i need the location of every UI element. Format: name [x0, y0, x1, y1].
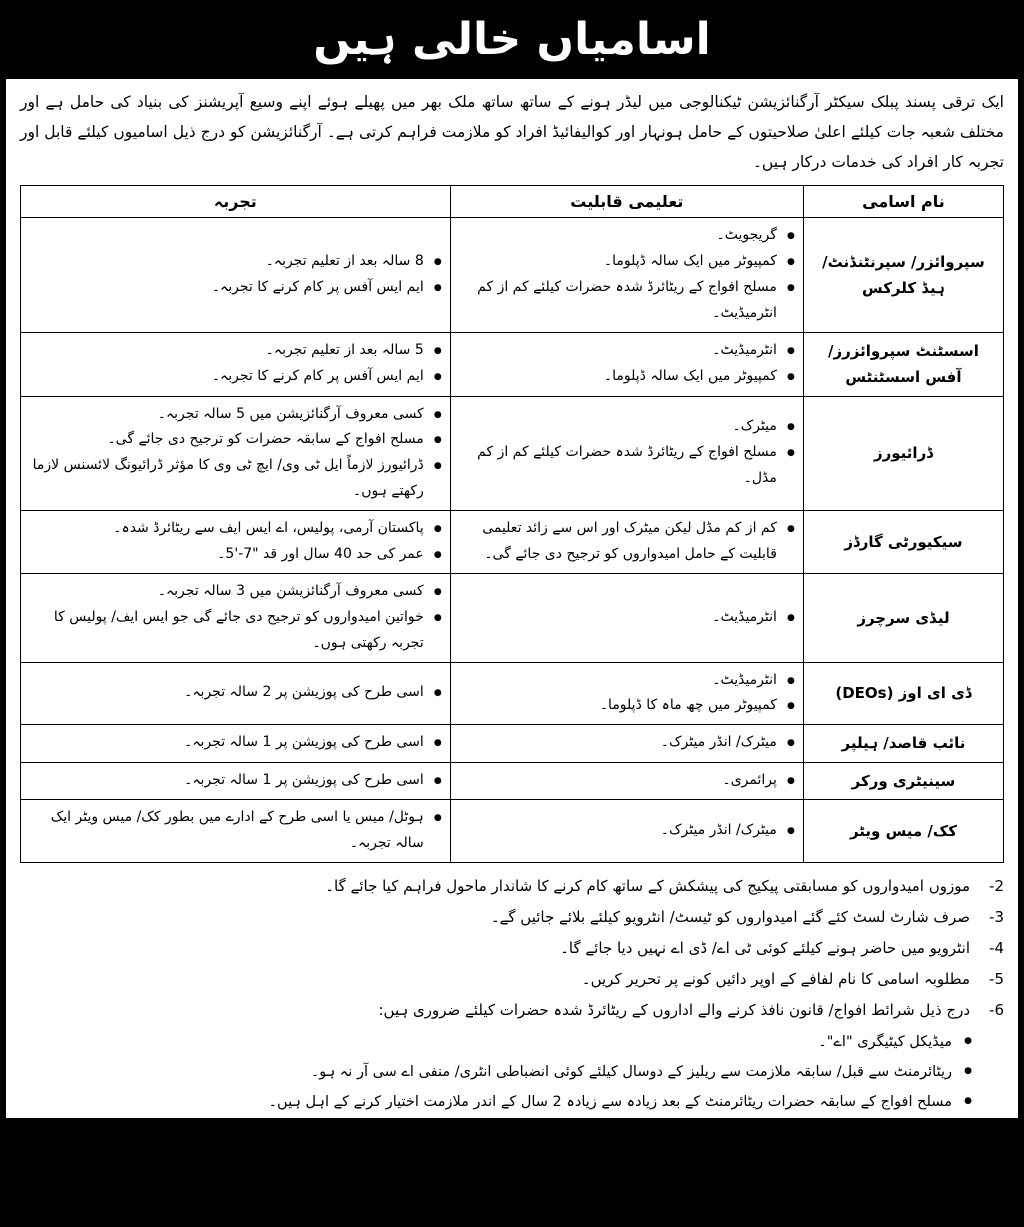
qualification-item: ● انٹرمیڈیٹ۔	[459, 605, 795, 631]
post-experience	[21, 511, 451, 574]
experience-item: ● کسی معروف آرگنائزیشن میں 5 سالہ تجربہ۔	[29, 402, 442, 428]
note-number: 4-	[989, 938, 1004, 957]
jobs-table	[20, 185, 1004, 862]
advertisement-sheet	[6, 6, 1018, 1221]
note-item	[20, 871, 1004, 901]
table-row	[21, 573, 1004, 662]
post-qualification	[450, 725, 803, 762]
experience-item: ● خواتین امیدواروں کو ترجیح دی جائے گی جو ایس ایف/ پولیس کا تجربہ رکھتی ہوں۔	[29, 605, 442, 657]
note-7	[20, 1120, 1004, 1180]
header-post: نام اسامی	[803, 186, 1003, 218]
post-qualification	[450, 762, 803, 799]
post-qualification	[450, 396, 803, 511]
qualification-item: ● انٹرمیڈیٹ۔	[459, 668, 795, 694]
experience-item: ● ڈرائیورز لازماً ایل ٹی وی/ ایچ ٹی وی کا مؤثر ڈرائیونگ لائسنس لازما رکھتے ہوں۔	[29, 453, 442, 505]
table-row	[21, 396, 1004, 511]
post-experience	[21, 396, 451, 511]
table-row	[21, 218, 1004, 333]
post-title: ڈی ای اوز (DEOs)	[803, 662, 1003, 725]
post-experience	[21, 762, 451, 799]
post-experience	[21, 799, 451, 862]
header-experience: تجربہ	[21, 186, 451, 218]
post-title: سینیٹری ورکر	[803, 762, 1003, 799]
table-row	[21, 333, 1004, 397]
header-qualification: تعلیمی قابلیت	[450, 186, 803, 218]
qualification-item: ● پرائمری۔	[459, 768, 795, 794]
note-number: 5-	[989, 969, 1004, 988]
experience-item: ● اسی طرح کی پوزیشن پر 1 سالہ تجربہ۔	[29, 768, 442, 794]
qualification-item: ● مسلح افواج کے ریٹائرڈ شدہ حضرات کیلئے کم از کم انٹرمیڈیٹ۔	[459, 275, 795, 327]
note-number: 3-	[989, 907, 1004, 926]
jobs-table-wrapper	[6, 181, 1018, 862]
qualification-item: ● کمپیوٹر میں چھ ماہ کا ڈپلوما۔	[459, 693, 795, 719]
post-experience	[21, 725, 451, 762]
qualification-item: ● کم از کم مڈل لیکن میٹرک اور اس سے زائد تعلیمی قابلیت کے حامل امیدواروں کو ترجیح دی جائے گی۔	[459, 516, 795, 568]
post-title: لیڈی سرچرز	[803, 573, 1003, 662]
experience-item: ● ایم ایس آفس پر کام کرنے کا تجربہ۔	[29, 364, 442, 390]
post-title: کک/ میس ویٹر	[803, 799, 1003, 862]
post-qualification	[450, 799, 803, 862]
qualification-item: ● میٹرک/ انڈر میٹرک۔	[459, 818, 795, 844]
note-text: مطلوبہ اسامی کا نام لفافے کے اوپر دائیں کونے پر تحریر کریں۔	[581, 969, 970, 988]
note6-bullet-list	[20, 1027, 1004, 1118]
post-experience	[21, 573, 451, 662]
post-qualification	[450, 511, 803, 574]
table-row	[21, 762, 1004, 799]
note-7-number: 7-	[989, 1125, 1004, 1144]
post-experience	[21, 218, 451, 333]
experience-item: ● ہوٹل/ میس یا اسی طرح کے ادارے میں بطور کک/ میس ویٹر ایک سالہ تجربہ۔	[29, 805, 442, 857]
qualification-item: ● انٹرمیڈیٹ۔	[459, 338, 795, 364]
jobs-table-body	[21, 218, 1004, 862]
qualification-item: ● گریجویٹ۔	[459, 223, 795, 249]
table-row	[21, 725, 1004, 762]
table-row	[21, 511, 1004, 574]
note6-bullet: ● میڈیکل کیٹیگری "اے"۔	[20, 1027, 972, 1057]
experience-item: ● ایم ایس آفس پر کام کرنے کا تجربہ۔	[29, 275, 442, 301]
table-row	[21, 799, 1004, 862]
note-text: انٹرویو میں حاضر ہونے کیلئے کوئی ٹی اے/ ڈی اے نہیں دیا جائے گا۔	[560, 938, 970, 957]
notes-section	[6, 863, 1018, 1201]
table-row	[21, 662, 1004, 725]
note-number: 2-	[989, 876, 1004, 895]
experience-item: ● کسی معروف آرگنائزیشن میں 3 سالہ تجربہ۔	[29, 579, 442, 605]
qualification-item: ● میٹرک۔	[459, 414, 795, 440]
post-title: اسسٹنٹ سپروائزرز/ آفس اسسٹنٹس	[803, 333, 1003, 397]
post-title: ڈرائیورز	[803, 396, 1003, 511]
note6-bullet: ● ریٹائرمنٹ سے قبل/ سابقہ ملازمت سے ریلیز کے دوسال کیلئے کوئی انضباطی انٹری/ منفی اے سی آر نہ ہو۔	[20, 1057, 972, 1087]
experience-item: ● عمر کی حد 40 سال اور قد "7-'5۔	[29, 542, 442, 568]
header-banner	[6, 6, 1018, 79]
note-7-text: اگر آپ درج بالا تعلیمی قابلیت/ تجربے پر پورا اترتے ہیں تو براہ کرم اپنے سی وی (CV)، پاسپورٹ سائز تصویر، کمپیوٹرائزڈ قومی شناختی کارڈ اور تعلیمی اسناد کی تصدیق شدہ نقول بمع اعتبار کے ساتھ	[20, 1125, 971, 1174]
post-experience	[21, 333, 451, 397]
post-title: سیکیورٹی گارڈز	[803, 511, 1003, 574]
note-text: صرف شارٹ لسٹ کئے گئے امیدواروں کو ٹیسٹ/ انٹرویو کیلئے بلائے جائیں گے۔	[490, 907, 970, 926]
experience-item: ● اسی طرح کی پوزیشن پر 1 سالہ تجربہ۔	[29, 730, 442, 756]
experience-item: ● 8 سالہ بعد از تعلیم تجربہ۔	[29, 249, 442, 275]
qualification-item: ● کمپیوٹر میں ایک سالہ ڈپلوما۔	[459, 364, 795, 390]
note-7-line2: پی۔ او بکس نمبر 3004، اسلام آباد پر 02 اکتوبر 2011 تک درخواست دیں۔	[276, 1182, 748, 1201]
post-qualification	[450, 573, 803, 662]
note-text: موزوں امیدواروں کو مسابقتی پیکیج کی پیشکش کے ساتھ کام کرنے کا شاندار ماحول فراہم کیا جائے گا۔	[325, 876, 970, 895]
experience-item: ● پاکستان آرمی، پولیس، اے ایس ایف سے ریٹائرڈ شدہ۔	[29, 516, 442, 542]
qualification-item: ● مسلح افواج کے ریٹائرڈ شدہ حضرات کیلئے کم از کم مڈل۔	[459, 440, 795, 492]
note-item	[20, 902, 1004, 932]
post-qualification	[450, 333, 803, 397]
qualification-item: ● کمپیوٹر میں ایک سالہ ڈپلوما۔	[459, 249, 795, 275]
note-text: درج ذیل شرائط افواج/ قانون نافذ کرنے والے اداروں کے ریٹائرڈ شدہ حضرات کیلئے ضروری ہیں:	[378, 1000, 970, 1019]
footer-pid: PID(I) No.1383/2011	[20, 1204, 149, 1221]
intro-paragraph: ایک ترقی پسند پبلک سیکٹر آرگنائزیشن ٹیکنالوجی میں لیڈر ہونے کے ساتھ ساتھ ملک بھر میں پھیلے ہوئے اپنے وسیع آپریشنز کی بنیاد کی حامل ہے اور مختلف شعبہ جات کیلئے اعلیٰ صلاحیتوں کے حامل ہونہار اور کوالیفائیڈ افراد کو ملازمت فراہم کرتی ہے۔ آرگنائزیشن کو درج ذیل اسامیوں کیلئے قابل اور تجربہ کار افراد کی خدمات درکار ہیں۔	[20, 92, 1004, 172]
post-title: نائب قاصد/ ہیلپر	[803, 725, 1003, 762]
post-experience	[21, 662, 451, 725]
page-title: اسامیاں خالی ہیں	[313, 14, 711, 65]
experience-item: ● 5 سالہ بعد از تعلیم تجربہ۔	[29, 338, 442, 364]
table-header-row	[21, 186, 1004, 218]
experience-item: ● مسلح افواج کے سابقہ حضرات کو ترجیح دی جائے گی۔	[29, 427, 442, 453]
note6-bullet: ● مسلح افواج کے سابقہ حضرات ریٹائرمنٹ کے بعد زیادہ سے زیادہ 2 سال کے اندر ملازمت اختیار کرنے کے اہل ہیں۔	[20, 1087, 972, 1117]
post-title: سپروائزر/ سپرنٹنڈنٹ/ ہیڈ کلرکس	[803, 218, 1003, 333]
note-item	[20, 995, 1004, 1025]
post-qualification	[450, 218, 803, 333]
note-item	[20, 933, 1004, 963]
note-number: 6-	[989, 1000, 1004, 1019]
experience-item: ● اسی طرح کی پوزیشن پر 2 سالہ تجربہ۔	[29, 680, 442, 706]
qualification-item: ● میٹرک/ انڈر میٹرک۔	[459, 730, 795, 756]
note-item	[20, 964, 1004, 994]
numbered-notes	[20, 871, 1004, 1025]
post-qualification	[450, 662, 803, 725]
